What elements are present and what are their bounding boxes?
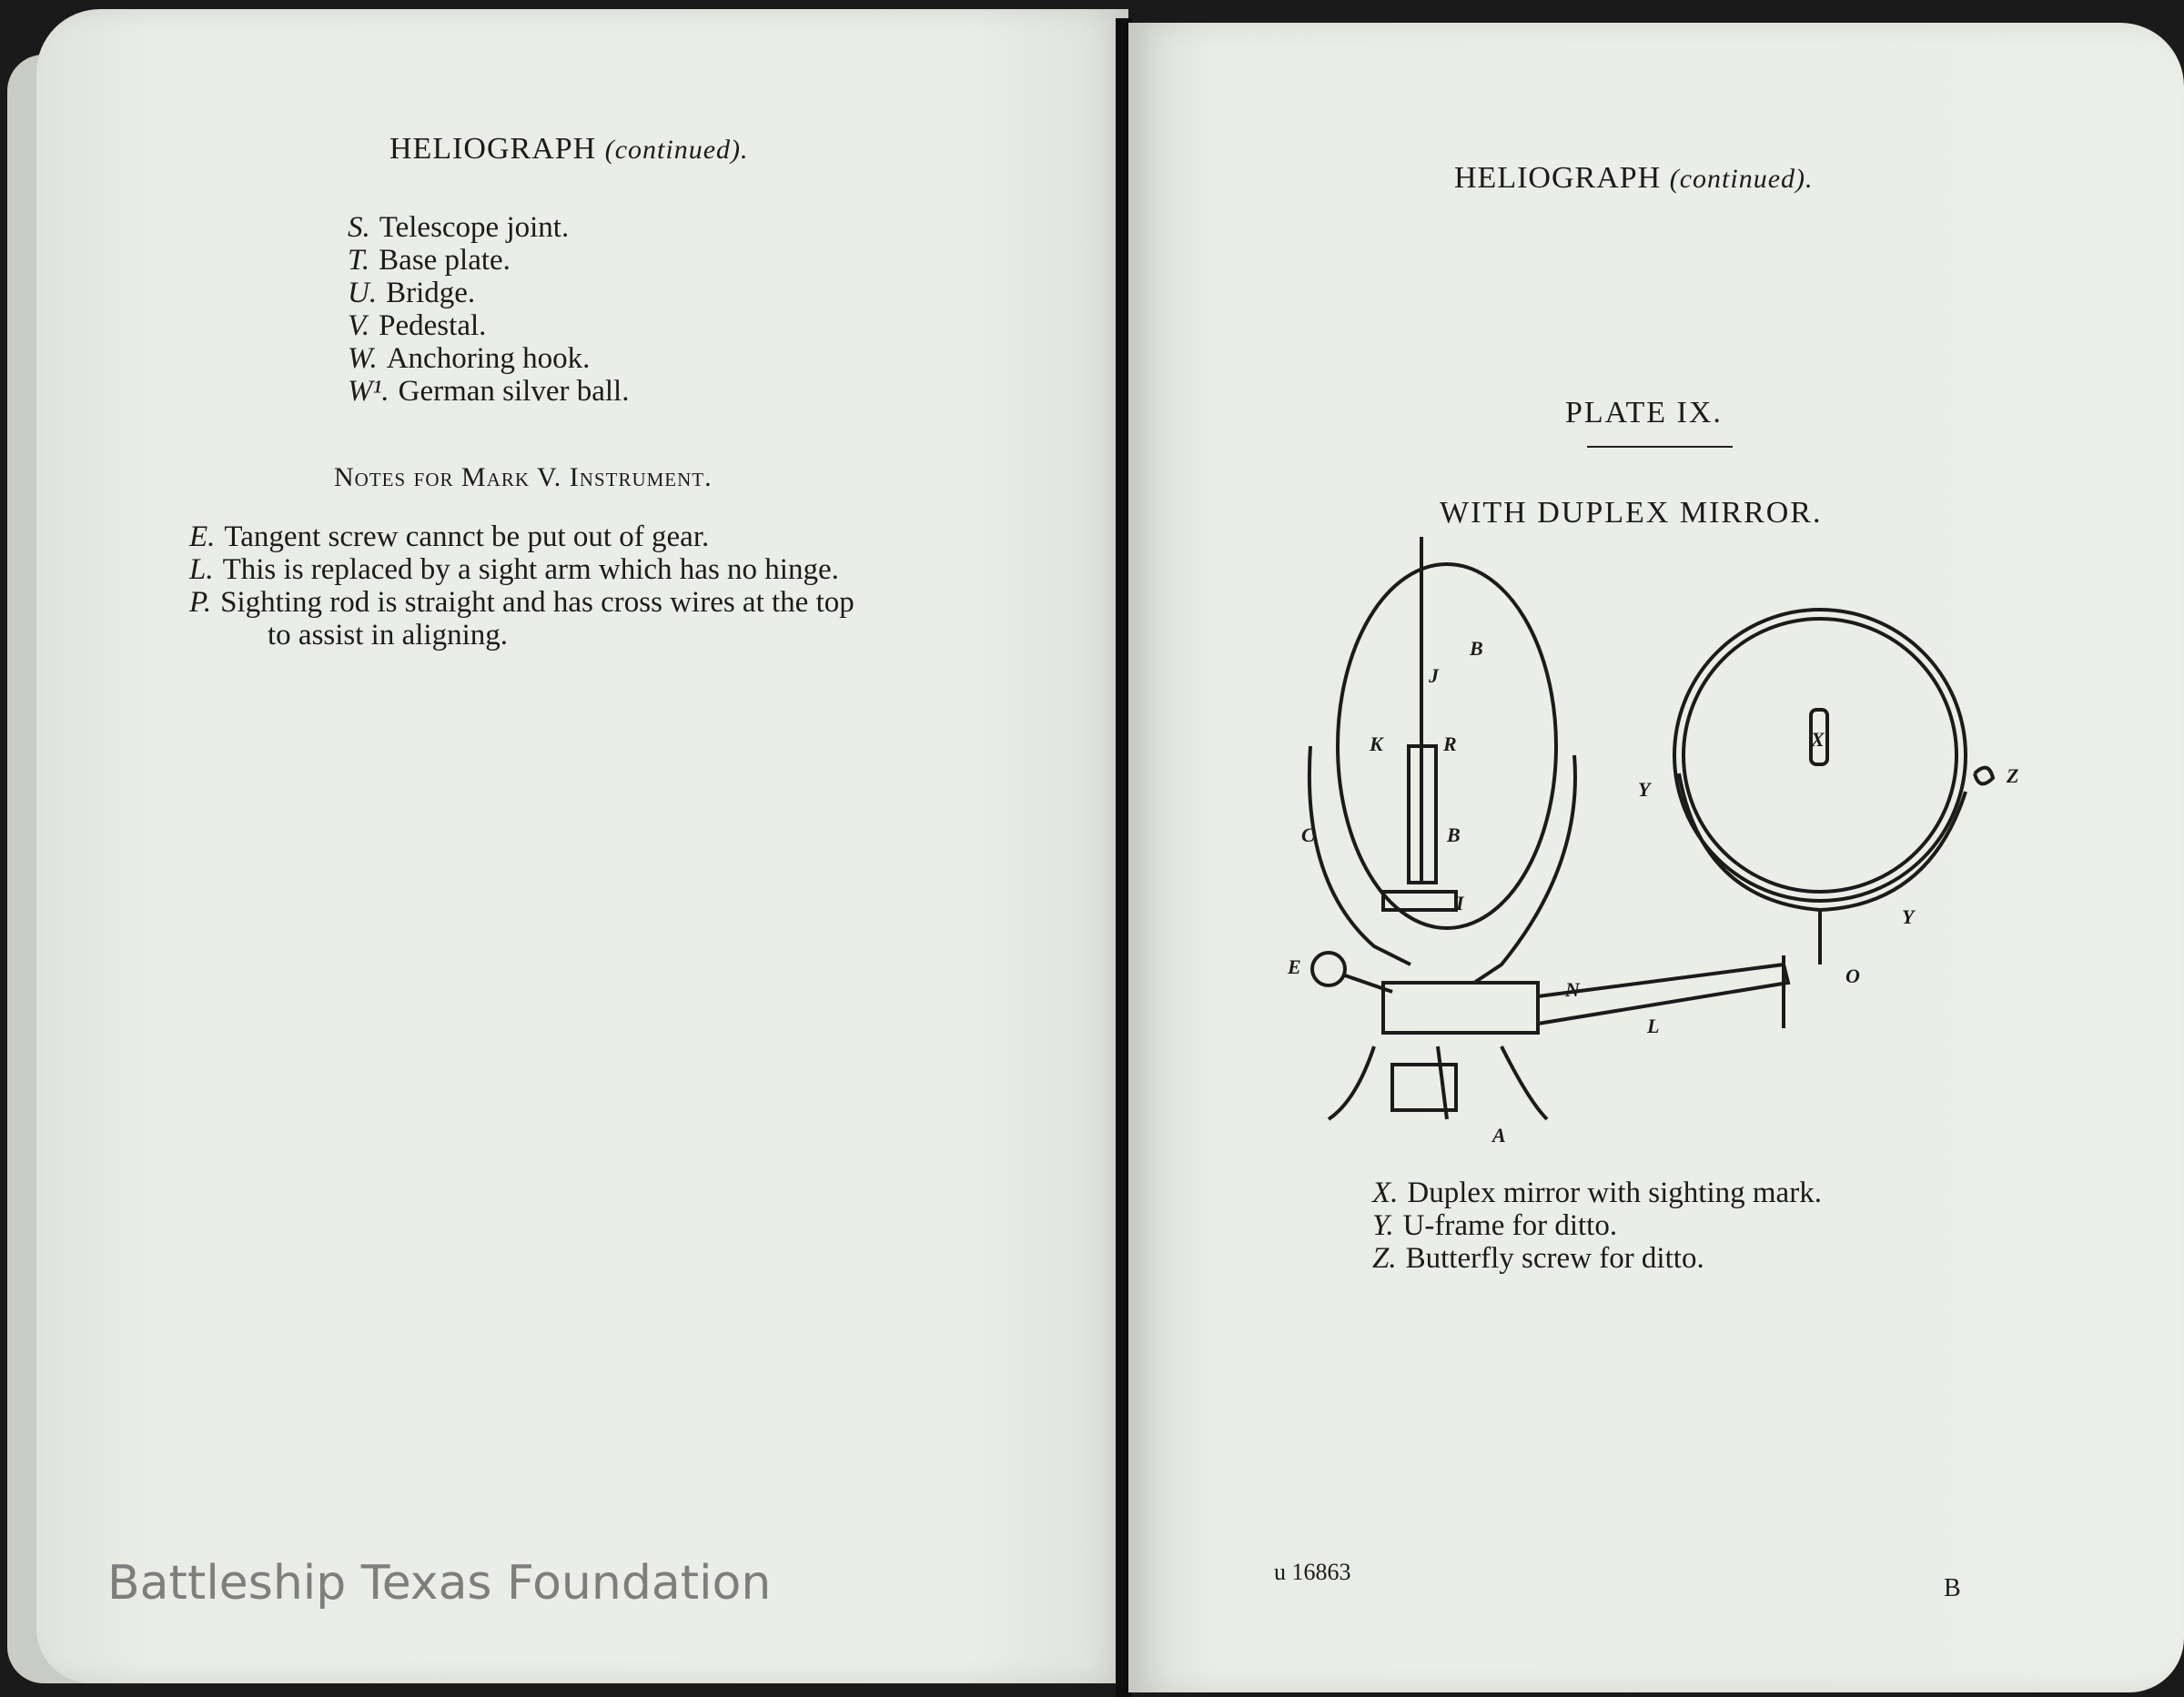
note-text: Sighting rod is straight and has cross wires at the top (220, 586, 854, 619)
right-header-suffix: (continued). (1669, 164, 1814, 194)
note-text: Tangent screw cannct be put out of gear. (224, 520, 710, 553)
figure-label-b: B (1470, 637, 1483, 660)
list-item (348, 375, 629, 408)
figure-label-j: J (1429, 664, 1439, 687)
list-item (1372, 1177, 1822, 1209)
notes-list (189, 520, 854, 652)
right-page-header (1454, 161, 1814, 196)
part-text: Bridge. (386, 277, 476, 309)
note-continuation: to assist in aligning. (268, 619, 508, 652)
left-page-header (389, 132, 749, 167)
plate-title-rule (1587, 446, 1733, 448)
plate-title: PLATE IX. (1565, 396, 1723, 429)
list-item (348, 342, 629, 375)
figure-label-z: Z (2007, 764, 2019, 787)
left-header-title: HELIOGRAPH (389, 132, 597, 166)
legend-text: Butterfly screw for ditto. (1405, 1242, 1704, 1275)
list-item (1372, 1209, 1822, 1242)
butterfly-screw (1975, 768, 1993, 784)
figure-label-y2: Y (1902, 905, 1915, 928)
left-header-suffix: (continued). (604, 135, 749, 165)
part-key: S. (348, 211, 370, 244)
plate-subtitle: WITH DUPLEX MIRROR. (1440, 496, 1823, 530)
list-item (348, 309, 629, 342)
duplex-u-frame (1679, 773, 1966, 910)
figure-label-x: X (1811, 728, 1825, 751)
legend-key: Z. (1372, 1242, 1397, 1275)
right-header-title: HELIOGRAPH (1454, 161, 1662, 195)
watermark: Battleship Texas Foundation (107, 1556, 772, 1611)
tangent-screw-head (1312, 953, 1345, 985)
note-key: L. (189, 553, 214, 586)
u-frame-right (1474, 755, 1575, 983)
figure-label-i: I (1456, 892, 1464, 914)
figure-label-c: C (1301, 823, 1315, 846)
figure-legend (1372, 1177, 1822, 1275)
part-text: Telescope joint. (379, 211, 570, 244)
part-text: Anchoring hook. (386, 342, 591, 375)
parts-list (348, 211, 629, 408)
legend-key: X. (1372, 1177, 1399, 1209)
legend-key: Y. (1372, 1209, 1394, 1242)
list-item (189, 520, 854, 553)
figure-label-e: E (1288, 955, 1301, 978)
figure-label-l: L (1647, 1015, 1660, 1037)
figure-label-n: N (1565, 978, 1580, 1001)
base-block (1383, 983, 1538, 1033)
list-item (1372, 1242, 1822, 1275)
list-item (348, 211, 629, 244)
part-key: U. (348, 277, 378, 309)
part-key: V. (348, 309, 370, 342)
note-text: This is replaced by a sight arm which has no hinge. (222, 553, 839, 586)
figure-label-b2: B (1447, 823, 1461, 846)
list-item (189, 553, 854, 586)
figure-label-a: A (1492, 1124, 1506, 1146)
part-text: Base plate. (379, 244, 511, 277)
list-item (348, 244, 629, 277)
part-text: German silver ball. (398, 375, 630, 408)
footer-signature-number: u 16863 (1274, 1559, 1351, 1585)
part-text: Pedestal. (379, 309, 487, 342)
note-key: P. (189, 586, 212, 619)
footer-signature-letter: B (1944, 1574, 1961, 1602)
part-key: W¹. (348, 375, 389, 408)
part-key: W. (348, 342, 378, 375)
figure-label-y: Y (1638, 778, 1651, 801)
legend-text: U-frame for ditto. (1402, 1209, 1618, 1242)
duplex-mirror (1674, 610, 1966, 901)
figure-label-o: O (1845, 965, 1860, 987)
legend-text: Duplex mirror with sighting mark. (1407, 1177, 1822, 1209)
heliograph-illustration (1274, 537, 2020, 1165)
list-item (189, 586, 854, 619)
part-key: T. (348, 244, 370, 277)
left-page (36, 9, 1128, 1683)
list-item (348, 277, 629, 309)
note-key: E. (189, 520, 216, 553)
notes-title: Notes for Mark V. Instrument. (334, 462, 713, 492)
figure-label-k: K (1370, 732, 1383, 755)
figure-label-r: R (1443, 732, 1457, 755)
